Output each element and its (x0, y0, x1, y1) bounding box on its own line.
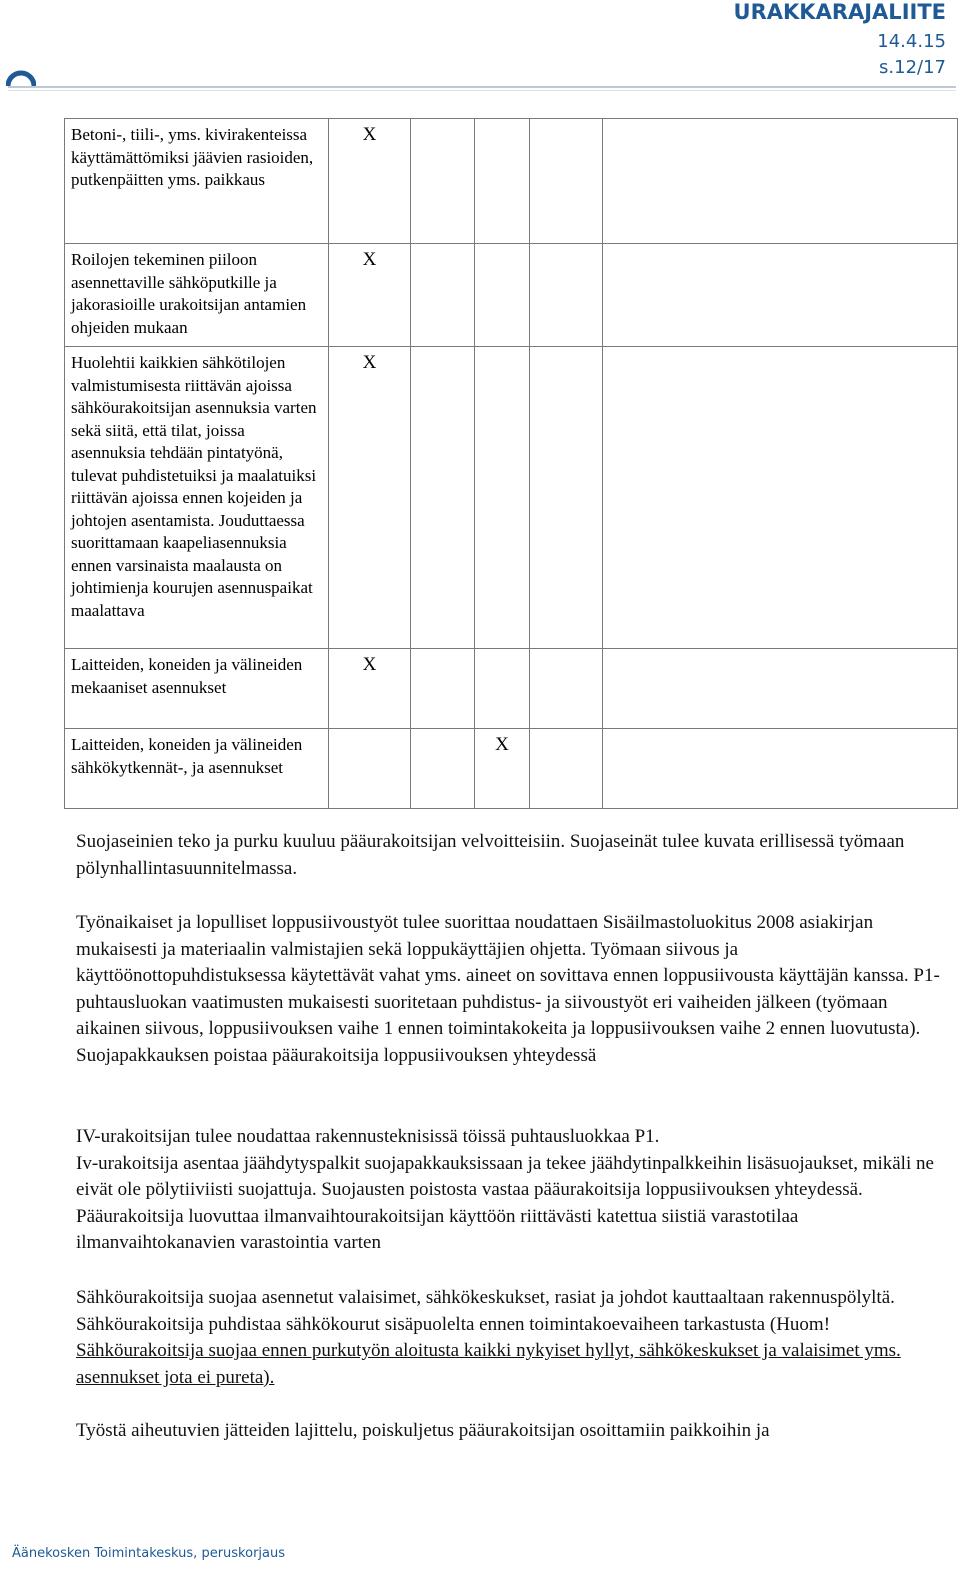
table-row (65, 347, 958, 649)
paragraph-text: Iv-urakoitsija asentaa jäähdytyspalkit suojapakkauksissaan ja tekee jäähdytinpalkkeihin lisäsuojaukset, mikäli ne eivät ole pölytiiviisti suojattuja. Suojausten poistosta vastaa pääurakoitsija loppusiivouksen yhteydessä. Pääurakoitsija luovuttaa ilmanvaihtourakoitsijan käyttöön riittävästi katettua siistiä varastotilaa ilmanvaihtokanavien varastointia varten (76, 1152, 934, 1254)
header-divider-secondary (8, 90, 956, 91)
paragraph-waste-sorting (76, 1418, 946, 1445)
mark-cell (603, 649, 958, 729)
paragraph-electrical-contractor (76, 1285, 946, 1391)
document-header (734, 0, 946, 77)
task-description: Roilojen tekeminen piiloon asennettaville sähköputkille ja jakorasioille urakoitsijan antamien ohjeiden mukaan (65, 244, 329, 347)
mark-cell (603, 244, 958, 347)
mark-cell (530, 244, 603, 347)
logo-arc-icon (6, 66, 36, 86)
mark-cell (411, 244, 475, 347)
paragraph-text: Suojaseinien teko ja purku kuuluu pääurakoitsijan velvoitteisiin. Suojaseinät tulee kuvata erillisessä työmaan pölynhallintasuunnitelmassa. (76, 831, 905, 879)
mark-cell: X (329, 244, 411, 347)
paragraph-text: Suojapakkauksen poistaa pääurakoitsija loppusiivouksen yhteydessä (76, 1044, 597, 1066)
document-date: 14.4.15 (877, 31, 946, 52)
paragraph-final-cleaning (76, 910, 946, 1070)
mark-cell (475, 244, 530, 347)
task-description: Betoni-, tiili-, yms. kivirakenteissa käyttämättömiksi jäävien rasioiden, putkenpäitten yms. paikkaus (65, 119, 329, 244)
paragraph-text-underlined: Sähköurakoitsija suojaa ennen purkutyön aloitusta kaikki nykyiset hyllyt, sähkökeskukset ja valaisimet yms. asennukset jota ei pureta). (76, 1340, 901, 1388)
mark-cell (411, 119, 475, 244)
mark-cell (411, 649, 475, 729)
task-description: Huolehtii kaikkien sähkötilojen valmistumisesta riittävän ajoissa sähköurakoitsijan asennuksia varten sekä siitä, että tilat, joissa asennuksia tehdään pintatyönä, tulevat puhdistetuiksi ja maalatuiksi riittävän ajoissa ennen kojeiden ja johtojen asentamista. Jouduttaessa suorittamaan kaapeliasennuksia ennen varsinaista maalausta on johtimienja kourujen asennuspaikat maalattava (65, 347, 329, 649)
table-row (65, 729, 958, 809)
mark-cell (475, 347, 530, 649)
mark-cell (530, 347, 603, 649)
responsibility-table (64, 118, 958, 809)
mark-cell: X (329, 119, 411, 244)
mark-cell (411, 729, 475, 809)
table-row (65, 119, 958, 244)
header-divider (8, 86, 956, 88)
mark-cell: X (329, 649, 411, 729)
paragraph-protective-walls (76, 829, 946, 882)
paragraph-ventilation-contractor (76, 1124, 946, 1257)
mark-cell (603, 729, 958, 809)
paragraph-text: Työstä aiheutuvien jätteiden lajittelu, poiskuljetus pääurakoitsijan osoittamiin paikkoihin ja (76, 1420, 770, 1441)
mark-cell: X (475, 729, 530, 809)
mark-cell (530, 729, 603, 809)
mark-cell (530, 119, 603, 244)
mark-cell (475, 119, 530, 244)
mark-cell (475, 649, 530, 729)
mark-cell (411, 347, 475, 649)
mark-cell (603, 119, 958, 244)
page-number: s.12/17 (879, 57, 946, 78)
table-row (65, 649, 958, 729)
task-description: Laitteiden, koneiden ja välineiden sähkökytkennät-, ja asennukset (65, 729, 329, 809)
document-title: URAKKARAJALIITE (733, 0, 946, 24)
document-footer: Äänekosken Toimintakeskus, peruskorjaus (12, 1546, 285, 1561)
mark-cell (530, 649, 603, 729)
task-description: Laitteiden, koneiden ja välineiden mekaaniset asennukset (65, 649, 329, 729)
mark-cell: X (329, 347, 411, 649)
paragraph-text: Työnaikaiset ja lopulliset loppusiivoustyöt tulee suorittaa noudattaen Sisäilmastoluokitus 2008 asiakirjan mukaisesti ja materiaalin valmistajien sekä loppukäyttäjien ohjetta. Työmaan siivous ja käyttöönottopuhdistuksessa käytettävät vahat yms. aineet on sovittava ennen loppusiivousta käyttäjän kanssa. P1-puhtausluokan vaatimusten mukaisesti suoritetaan puhdistus- ja siivoustyöt eri vaiheiden jälkeen (työmaan aikainen siivous, loppusiivouksen vaihe 1 ennen toimintakokeita ja loppusiivouksen vaihe 2 ennen luovutusta). (76, 912, 940, 1040)
mark-cell (329, 729, 411, 809)
paragraph-text (76, 1285, 946, 1391)
paragraph-text: IV-urakoitsijan tulee noudattaa rakennusteknisissä töissä puhtausluokkaa P1. (76, 1126, 660, 1147)
mark-cell (603, 347, 958, 649)
paragraph-text-plain: Sähköurakoitsija suojaa asennetut valaisimet, sähkökeskukset, rasiat ja johdot kauttaaltaan rakennuspölyltä. Sähköurakoitsija puhdistaa sähkökourut sisäpuolelta ennen toimintakoevaiheen tarkastusta (Huom! (76, 1287, 895, 1335)
table-row (65, 244, 958, 347)
